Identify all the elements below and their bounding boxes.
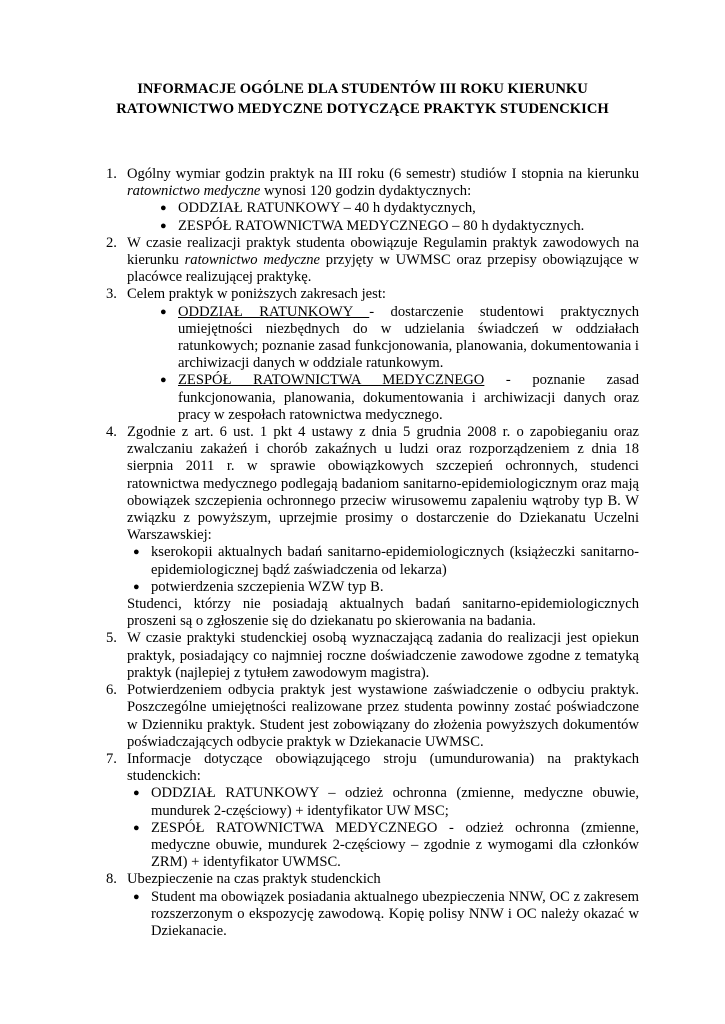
- bullet-list: [154, 304, 639, 424]
- list-item-3: [0, 286, 639, 424]
- item-text: Zgodnie z art. 6 ust. 1 pkt 4 ustawy z dnia 5 grudnia 2008 r. o zapobieganiu oraz zwalczaniu zakażeń i chorób zakaźnych u ludzi oraz rozporządzeniem z dnia 18 sierpnia 2011 r. w sprawie obowiązkowych szczepień ochronnych, studenci ratownictwa medycznego podlegają badaniom sanitarno-epidemiologicznym oraz mają obowiązek szczepienia ochronnego przeciw wirusowemu zapaleniu wątroby typ B. W związku z powyższym, uprzejmie prosimy o dostarczenie do Dziekanatu Uczelni Warszawskiej:: [127, 424, 639, 544]
- list-item-6: [0, 682, 639, 751]
- bullet-icon: ●: [160, 374, 167, 387]
- item-text: wynosi 120 godzin dydaktycznych:: [260, 183, 472, 200]
- item-text: Ogólny wymiar godzin praktyk na III roku (6 semestr) studiów I stopnia na kierunku: [127, 166, 639, 182]
- item-emphasis: ratownictwo medyczne: [127, 183, 261, 200]
- item-text: W czasie realizacji praktyk studenta obowiązuje Regulamin praktyk zawodowych na kierunku: [127, 234, 639, 269]
- document-title: [60, 80, 665, 119]
- item-number: 2.: [106, 234, 117, 251]
- item-text: Ubezpieczenie na czas praktyk studenckich: [127, 871, 381, 888]
- item-number: 5.: [106, 630, 117, 647]
- item-text: przyjęty w UWMSC oraz przepisy obowiązujące w placówce realizującej praktykę.: [127, 252, 639, 286]
- item-text: W czasie praktyki studenckiej osobą wyznaczającą zadania do realizacji jest opiekun praktyk, posiadający co najmniej roczne doświadczenie zawodowe zgodne z tematyką praktyk (najlepiej z tytułem zawodowym magistra).: [127, 630, 639, 681]
- list-item-7: [0, 751, 639, 871]
- title-line-1: INFORMACJE OGÓLNE DLA STUDENTÓW III ROKU KIERUNKU: [137, 81, 588, 97]
- item-number: 6.: [106, 682, 117, 699]
- bullet-list: [127, 889, 639, 941]
- bullet-item: ● ODDZIAŁ RATUNKOWY – 40 h dydaktycznych,: [160, 200, 476, 217]
- bullet-icon: ●: [133, 890, 140, 903]
- bullet-icon: ●: [133, 546, 140, 559]
- list-item-4: [0, 424, 639, 630]
- item-emphasis: ratownictwo medyczne: [184, 252, 321, 269]
- item-number: 3.: [106, 286, 117, 303]
- item-text: Celem praktyk w poniższych zakresach jest:: [127, 286, 386, 303]
- title-line-2: RATOWNICTWO MEDYCZNE DOTYCZĄCE PRAKTYK STUDENCKICH: [116, 100, 609, 117]
- bullet-icon: ●: [160, 219, 167, 232]
- bullet-icon: ●: [160, 202, 167, 215]
- list-item-2: [0, 235, 639, 287]
- bullet-item: ● ZESPÓŁ RATOWNICTWA MEDYCZNEGO – 80 h dydaktycznych.: [160, 217, 585, 234]
- bullet-icon: ●: [133, 580, 140, 593]
- list-item-8: [0, 871, 639, 940]
- bullet-item: ● ODDZIAŁ RATUNKOWY – odzież ochronna (zmienne, medyczne obuwie, mundurek 2-częściowy) + identyfikator UW MSC;: [133, 785, 639, 819]
- item-number: 4.: [106, 424, 117, 441]
- bullet-item: ● ZESPÓŁ RATOWNICTWA MEDYCZNEGO - odzież ochronna (zmienne, medyczne obuwie, mundurek 2-częściowy – zgodnie z wymogami dla członków ZRM) + identyfikator UWMSC.: [133, 819, 639, 871]
- list-item-5: [0, 630, 639, 682]
- bullet-list: [127, 544, 639, 596]
- bullet-item: ● Student ma obowiązek posiadania aktualnego ubezpieczenia NNW, OC z zakresem rozszerzonym o ekspozycję zawodową. Kopię polisy NNW i OC należy okazać w Dziekanacie.: [133, 888, 639, 939]
- list-item-1: [0, 166, 639, 235]
- item-number: 8.: [106, 871, 117, 888]
- bullet-item: ● potwierdzenia szczepienia WZW typ B.: [133, 578, 384, 595]
- item-text: Informacje dotyczące obowiązującego stroju (umundurowania) na praktykach studenckich:: [127, 750, 639, 785]
- bullet-icon: ●: [133, 787, 140, 800]
- bullet-icon: ●: [160, 305, 167, 318]
- item-text: Potwierdzeniem odbycia praktyk jest wystawione zaświadczenie o odbyciu praktyk. Poszczególne umiejętności realizowane przez studenta powinny zostać poświadczone w Dzienniku praktyk. Student jest zobowiązany do złożenia powyższych dokumentów poświadczających odbycie praktyk w Dziekanacie UWMSC.: [127, 682, 639, 750]
- bullet-list: [127, 785, 639, 871]
- bullet-list: [154, 200, 639, 234]
- bullet-item: ● ZESPÓŁ RATOWNICTWA MEDYCZNEGO - poznanie zasad funkcjonowania, planowania, dokumentowania i archiwizacji danych oraz pracy w zespołach ratownictwa medycznego.: [160, 372, 639, 423]
- bullet-icon: ●: [133, 821, 140, 834]
- item-number: 1.: [106, 166, 117, 182]
- item-number: 7.: [106, 750, 117, 767]
- bullet-item: ● ODDZIAŁ RATUNKOWY - dostarczenie studentowi praktycznych umiejętności niezbędnych do w udzielania świadczeń w oddziałach ratunkowych; poznanie zasad funkcjonowania, planowania, dokumentowania i archiwizacji danych w oddziale ratunkowym.: [160, 303, 639, 372]
- numbered-list: [0, 166, 725, 940]
- item-note: Studenci, którzy nie posiadają aktualnych badań sanitarno-epidemiologicznych proszeni są o zgłoszenie się do dziekanatu po skierowania na badania.: [127, 596, 639, 630]
- bullet-item: ● kserokopii aktualnych badań sanitarno-epidemiologicznych (książeczki sanitarno-epidemiologicznej bądź zaświadczenia od lekarza): [133, 544, 639, 578]
